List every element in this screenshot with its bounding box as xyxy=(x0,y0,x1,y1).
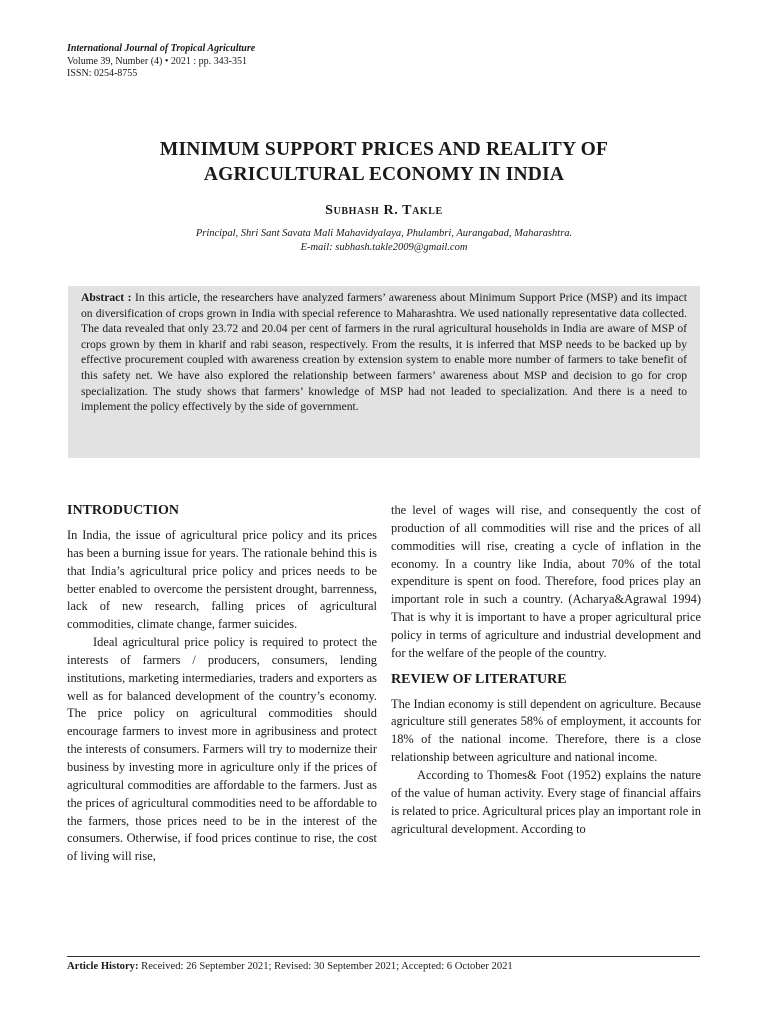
review-paragraph-1: The Indian economy is still dependent on agriculture. Because agriculture still generates 58% of employment, it accounts for 18% of the national income. Therefore, there is a close relationship between agriculture and national income. xyxy=(391,696,701,765)
author-name: Subhash R. Takle xyxy=(325,203,443,218)
introduction-paragraph-1: In India, the issue of agricultural price policy and its prices has been a burning issue for years. The rationale behind this is that India’s agricultural price policy and prices needs to be better enabled to overcome the persistent drought, barrenness, lack of new research, falling prices of agricultural commodities, climate change, farmer suicides. xyxy=(67,528,377,632)
journal-info xyxy=(67,43,255,81)
introduction-paragraph-2: Ideal agricultural price policy is required to protect the interests of farmers / producers, consumers, lending institutions, marketing intermediaries, traders and exporters as well as for balanced development of the country’s economy. The price policy on agricultural commodities should encourage farmers to invest more in agribusiness and protect the interests of consumers. Farmers will try to modernize their business by investing more in agriculture only if the prices of agricultural commodities are affordable to the farmers. Just as the prices of agricultural commodities need to be affordable to the farmers, those prices need to be in the interest of the consumers. Otherwise, if food prices continue to rise, the cost of living will rise, xyxy=(67,635,377,864)
abstract-label: Abstract : xyxy=(81,291,132,304)
journal-volume: Volume 39, Number (4) • 2021 : pp. 343-351 xyxy=(67,55,247,67)
left-column xyxy=(67,502,377,866)
right-column xyxy=(391,502,701,838)
author-affiliation-block xyxy=(60,227,708,254)
paper-title-line-2: AGRICULTURAL ECONOMY IN INDIA xyxy=(203,164,565,185)
abstract-box xyxy=(68,286,700,458)
author-affiliation: Principal, Shri Sant Savata Mali Mahavidyalaya, Phulambri, Aurangabad, Maharashtra. xyxy=(195,228,573,239)
journal-issn: ISSN: 0254-8755 xyxy=(67,68,138,79)
paper-title xyxy=(60,137,708,187)
article-history-dates: Received: 26 September 2021; Revised: 30 September 2021; Accepted: 6 October 2021 xyxy=(138,961,513,972)
abstract-text: In this article, the researchers have analyzed farmers’ awareness about Minimum Support Price (MSP) and its impact on diversification of crops grown in India with special reference to Maharashtra. We used nationally representative data collected. The data revealed that only 23.72 and 20.04 per cent of farmers in the rural agricultural households in India are aware of MSP of crops grown by them in kharif and rabi season, respectively. From the results, it is inferred that MSP needs to be backed up by effective procurement coupled with awareness creation by extension system to enable more number of farmers to take benefit of this safety net. We have also explored the relationship between farmers’ awareness about MSP and decision to go for crop specialization. The study shows that farmers’ knowledge of MSP had not leaded to specialization. And there is a need to implement the policy effectively by the side of government. xyxy=(81,291,688,414)
introduction-continued-paragraph: the level of wages will rise, and consequently the cost of production of all commodities will rise and the prices of all commodities will rise, creating a cycle of inflation in the economy. In a country like India, about 70% of the total expenditure is spent on food. Therefore, food prices play an important role in such a country. (Acharya&Agrawal 1994) That is why it is important to have a proper agricultural price policy in terms of agriculture and industrial development and for the welfare of the people of the country. xyxy=(391,503,701,660)
review-heading: REVIEW OF LITERATURE xyxy=(391,671,567,687)
paper-title-line-1: MINIMUM SUPPORT PRICES AND REALITY OF xyxy=(159,139,609,160)
article-history-label: Article History: xyxy=(67,961,139,972)
author-email: E-mail: subhash.takle2009@gmail.com xyxy=(300,241,468,253)
footer-divider xyxy=(67,956,700,957)
journal-name: International Journal of Tropical Agriculture xyxy=(67,43,256,54)
review-paragraph-2: According to Thomes& Foot (1952) explains the nature of the value of human activity. Every stage of financial affairs is related to price. Agricultural prices play an important role in agricultural development. According to xyxy=(391,767,702,836)
article-history xyxy=(67,961,513,972)
introduction-heading: INTRODUCTION xyxy=(67,503,180,518)
